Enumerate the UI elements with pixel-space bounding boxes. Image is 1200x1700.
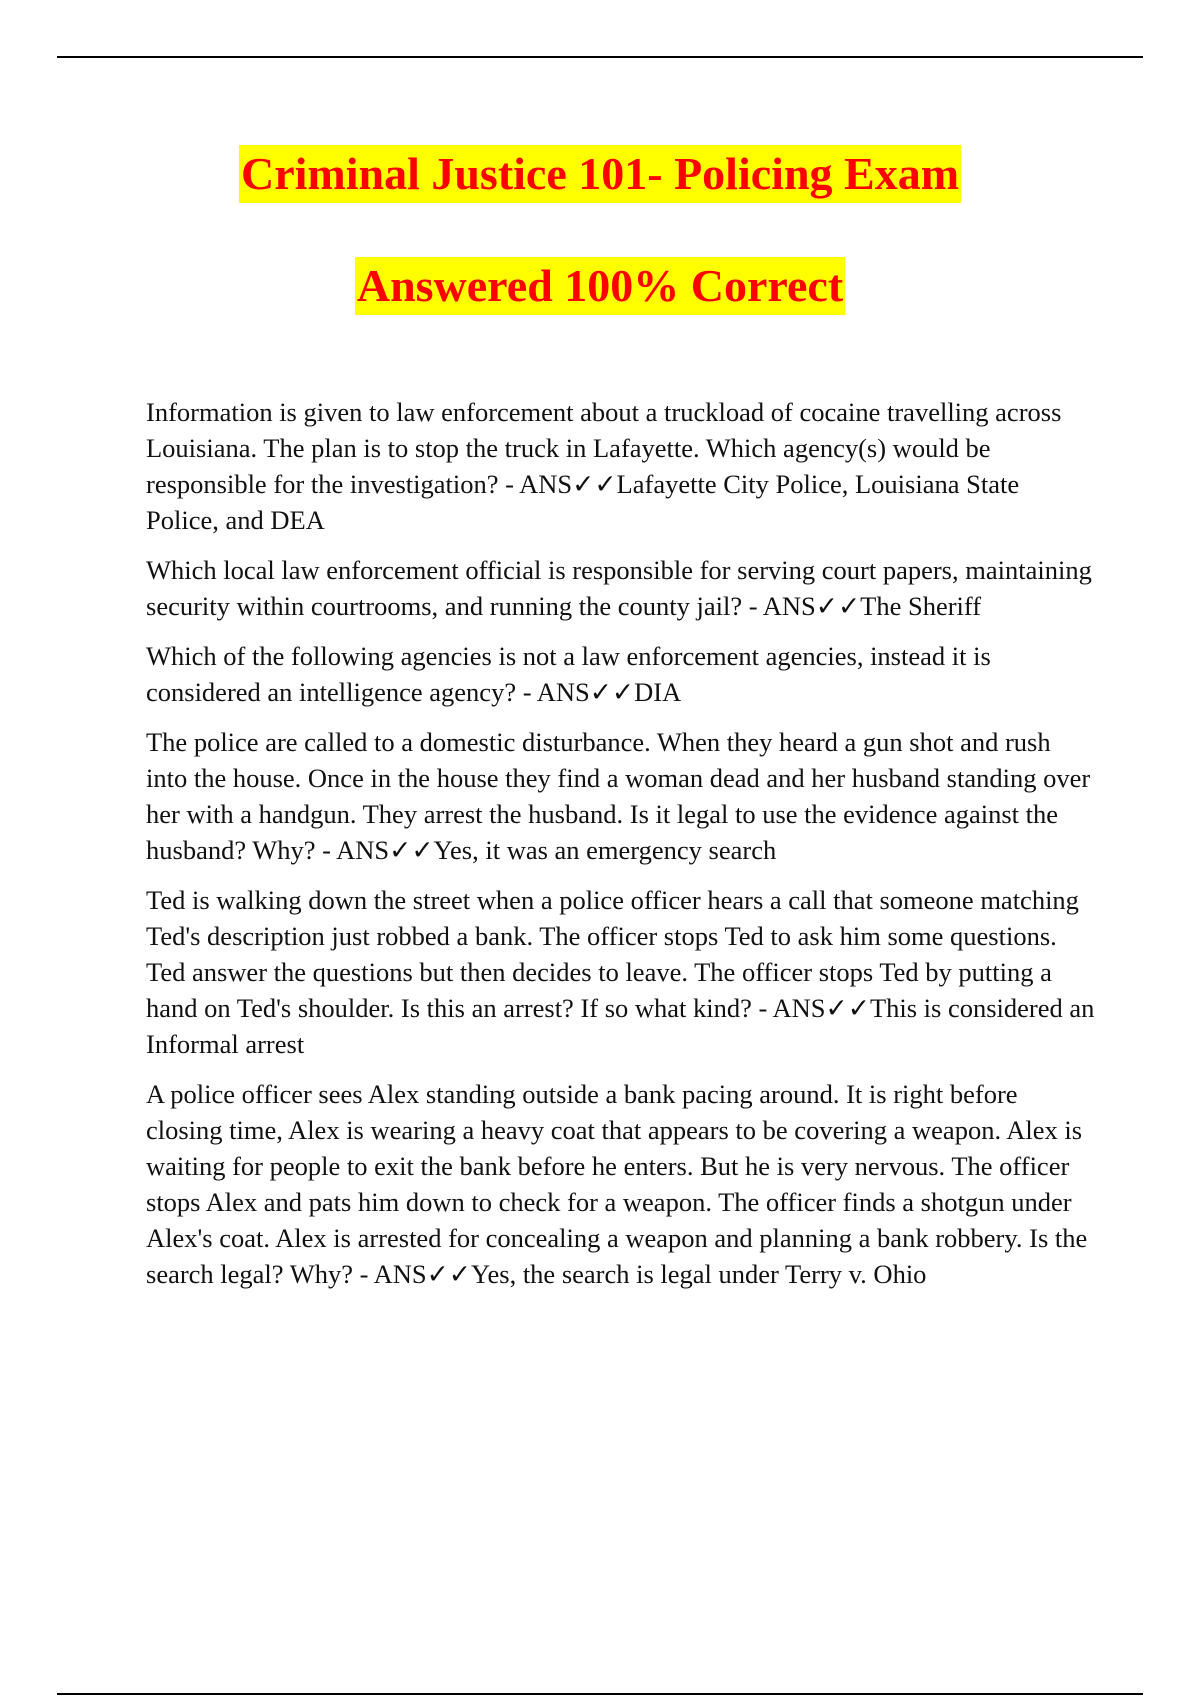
qa-item-4: The police are called to a domestic disturbance. When they heard a gun shot and rush into the house. Once in the house they find a woman dead and her husband standing over her with a handgun. They arrest the husband. Is it legal to use the evidence against the husband? Why? - ANS✓✓Yes, it was an emergency search xyxy=(146,727,1091,865)
top-divider xyxy=(57,56,1143,58)
bottom-divider xyxy=(57,1693,1143,1695)
qa-item-5: Ted is walking down the street when a police officer hears a call that someone matching Ted's description just robbed a bank. The officer stops Ted to ask him some questions. Ted answer the questions but then decides to leave. The officer stops Ted by putting a hand on Ted's shoulder. Is this an arrest? If so what kind? - ANS✓✓This is considered an Informal arrest xyxy=(146,885,1095,1059)
qa-item-6: A police officer sees Alex standing outside a bank pacing around. It is right before closing time, Alex is wearing a heavy coat that appears to be covering a weapon. Alex is waiting for people to exit the bank before he enters. But he is very nervous. The officer stops Alex and pats him down to check for a weapon. The officer finds a shotgun under Alex's coat. Alex is arrested for concealing a weapon and planning a bank robbery. Is the search legal? Why? - ANS✓✓Yes, the search is legal under Terry v. Ohio xyxy=(146,1079,1088,1289)
title-line-1-container xyxy=(0,145,1200,203)
question-answer-list xyxy=(146,394,1096,1306)
title-line-2-container xyxy=(0,257,1200,315)
qa-item-1: Information is given to law enforcement about a truckload of cocaine travelling across Louisiana. The plan is to stop the truck in Lafayette. Which agency(s) would be responsible for the investigation? - ANS✓✓Lafayette City Police, Louisiana State Police, and DEA xyxy=(146,397,1062,535)
document-subtitle: Answered 100% Correct xyxy=(355,257,845,315)
qa-item-3: Which of the following agencies is not a law enforcement agencies, instead it is considered an intelligence agency? - ANS✓✓DIA xyxy=(146,641,991,707)
document-title: Criminal Justice 101- Policing Exam xyxy=(239,145,961,203)
qa-item-2: Which local law enforcement official is responsible for serving court papers, maintaining security within courtrooms, and running the county jail? - ANS✓✓The Sheriff xyxy=(146,555,1092,621)
